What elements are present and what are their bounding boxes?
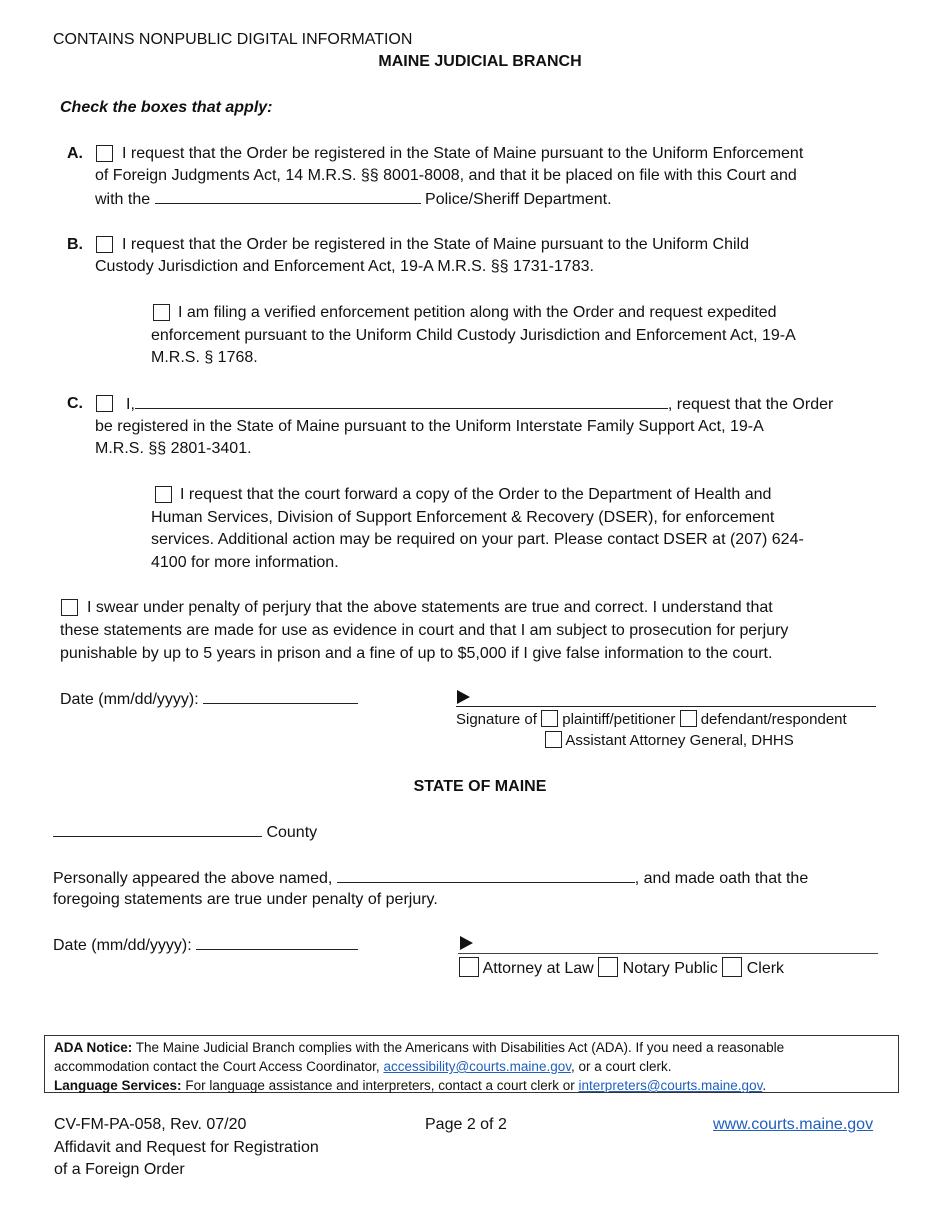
signature-of-label: Signature of (456, 711, 537, 728)
section-b-checkbox[interactable] (96, 236, 113, 253)
ada-notice-box (44, 1035, 899, 1093)
section-c-line2: be registered in the State of Maine pursuant to the Uniform Interstate Family Support Act, 19-A (95, 418, 764, 435)
appeared-line2: foregoing statements are true under penalty of perjury. (53, 891, 438, 908)
ada-label: ADA Notice: (54, 1040, 133, 1055)
state-of-maine-heading: STATE OF MAINE (413, 778, 547, 795)
section-b-letter: B. (67, 236, 83, 253)
section-c-line1 (126, 392, 833, 416)
section-b-sub-line1: I am filing a verified enforcement petition along with the Order and request expedited (178, 304, 777, 321)
ada-row-1 (54, 1038, 889, 1057)
defendant-respondent-checkbox[interactable] (680, 710, 697, 727)
website-link[interactable]: www.courts.maine.gov (713, 1116, 874, 1133)
ada-line2-end: , or a court clerk. (570, 1059, 672, 1074)
form-title-1: Affidavit and Request for Registration (54, 1139, 319, 1156)
plaintiff-petitioner-label: plaintiff/petitioner (562, 711, 676, 728)
appeared-label: Personally appeared the above named, (53, 870, 333, 887)
signature-line-1[interactable] (456, 706, 876, 707)
sign-here-arrow-icon (457, 690, 470, 704)
oath-line2: these statements are made for use as evidence in court and that I am subject to prosecution for perjury (60, 622, 789, 639)
section-a-with-label: with the (95, 191, 151, 208)
ada-row-2 (54, 1057, 889, 1076)
section-c-i-label: I, (126, 396, 135, 413)
date-label-1: Date (mm/dd/yyyy): (60, 691, 199, 708)
signature-of-row (456, 710, 847, 730)
language-end: . (762, 1078, 767, 1093)
language-row (54, 1076, 889, 1095)
clerk-label: Clerk (746, 960, 785, 977)
ada-line2-text: accommodation contact the Court Access Coordinator, (54, 1059, 380, 1074)
affiant-name-field[interactable] (337, 866, 635, 883)
aag-label: Assistant Attorney General, DHHS (565, 732, 794, 749)
language-text: For language assistance and interpreters, contact a court clerk or (185, 1078, 575, 1093)
notary-checkbox[interactable] (598, 957, 618, 977)
language-label: Language Services: (54, 1078, 182, 1093)
county-row (53, 820, 317, 844)
section-c-checkbox[interactable] (96, 395, 113, 412)
section-a-line1: I request that the Order be registered in the State of Maine pursuant to the Uniform Enforcement (122, 145, 804, 162)
aag-checkbox[interactable] (545, 731, 562, 748)
section-b-line1: I request that the Order be registered in the State of Maine pursuant to the Uniform Child (122, 236, 750, 253)
date-row-1 (60, 687, 358, 711)
police-department-field[interactable] (155, 187, 421, 204)
section-b-sub-line2: enforcement pursuant to the Uniform Child Custody Jurisdiction and Enforcement Act, 19-A (151, 327, 796, 344)
section-c-sub-line1: I request that the court forward a copy of the Order to the Department of Health and (180, 486, 772, 503)
section-b-expedited-checkbox[interactable] (153, 304, 170, 321)
date-field-1[interactable] (203, 687, 358, 704)
section-a-police-label: Police/Sheriff Department. (425, 191, 612, 208)
section-a-checkbox[interactable] (96, 145, 113, 162)
section-a-line3 (95, 187, 612, 211)
form-title-2: of a Foreign Order (54, 1161, 185, 1178)
section-a-letter: A. (67, 145, 83, 162)
section-c-request-label: , request that the Order (667, 396, 834, 413)
section-b-sub-line3: M.R.S. § 1768. (151, 349, 258, 366)
date-row-2 (53, 933, 358, 957)
defendant-respondent-label: defendant/respondent (700, 711, 847, 728)
ada-text: The Maine Judicial Branch complies with the Americans with Disabilities Act (ADA). If you need a reasonable (135, 1040, 785, 1055)
signature-line-2[interactable] (458, 953, 878, 954)
official-sign-arrow-icon (460, 936, 473, 950)
oath-line3: punishable by up to 5 years in prison and a fine of up to $5,000 if I give false information to the court. (60, 645, 773, 662)
appeared-line1 (53, 866, 808, 890)
attorney-checkbox[interactable] (459, 957, 479, 977)
notary-label: Notary Public (622, 960, 718, 977)
plaintiff-petitioner-checkbox[interactable] (541, 710, 558, 727)
section-c-letter: C. (67, 395, 83, 412)
section-c-sub-line4: 4100 for more information. (151, 554, 339, 571)
oath-made-label: , and made oath that the (634, 870, 809, 887)
nonpublic-notice: CONTAINS NONPUBLIC DIGITAL INFORMATION (53, 31, 413, 48)
instructions-heading: Check the boxes that apply: (60, 99, 273, 116)
county-field[interactable] (53, 820, 262, 837)
clerk-checkbox[interactable] (722, 957, 742, 977)
section-c-dser-checkbox[interactable] (155, 486, 172, 503)
requester-name-field[interactable] (135, 392, 668, 409)
form-number: CV-FM-PA-058, Rev. 07/20 (54, 1116, 247, 1133)
agency-title: MAINE JUDICIAL BRANCH (378, 53, 582, 70)
section-c-sub-line2: Human Services, Division of Support Enforcement & Recovery (DSER), for enforcement (151, 509, 775, 526)
official-title-row (459, 957, 784, 980)
section-c-line3: M.R.S. §§ 2801-3401. (95, 440, 252, 457)
date-label-2: Date (mm/dd/yyyy): (53, 937, 192, 954)
attorney-label: Attorney at Law (482, 960, 594, 977)
aag-row (545, 731, 794, 751)
section-a-line2: of Foreign Judgments Act, 14 M.R.S. §§ 8001-8008, and that it be placed on file with this Court and (95, 167, 797, 184)
accessibility-email-link[interactable]: accessibility@courts.maine.gov (383, 1059, 571, 1074)
oath-checkbox[interactable] (61, 599, 78, 616)
county-label: County (266, 824, 318, 841)
page-number: Page 2 of 2 (425, 1116, 507, 1133)
section-c-sub-line3: services. Additional action may be required on your part. Please contact DSER at (207) 624- (151, 531, 804, 548)
date-field-2[interactable] (196, 933, 358, 950)
oath-line1: I swear under penalty of perjury that the above statements are true and correct. I understand that (87, 599, 773, 616)
section-b-line2: Custody Jurisdiction and Enforcement Act, 19-A M.R.S. §§ 1731-1783. (95, 258, 594, 275)
interpreters-email-link[interactable]: interpreters@courts.maine.gov (578, 1078, 763, 1093)
